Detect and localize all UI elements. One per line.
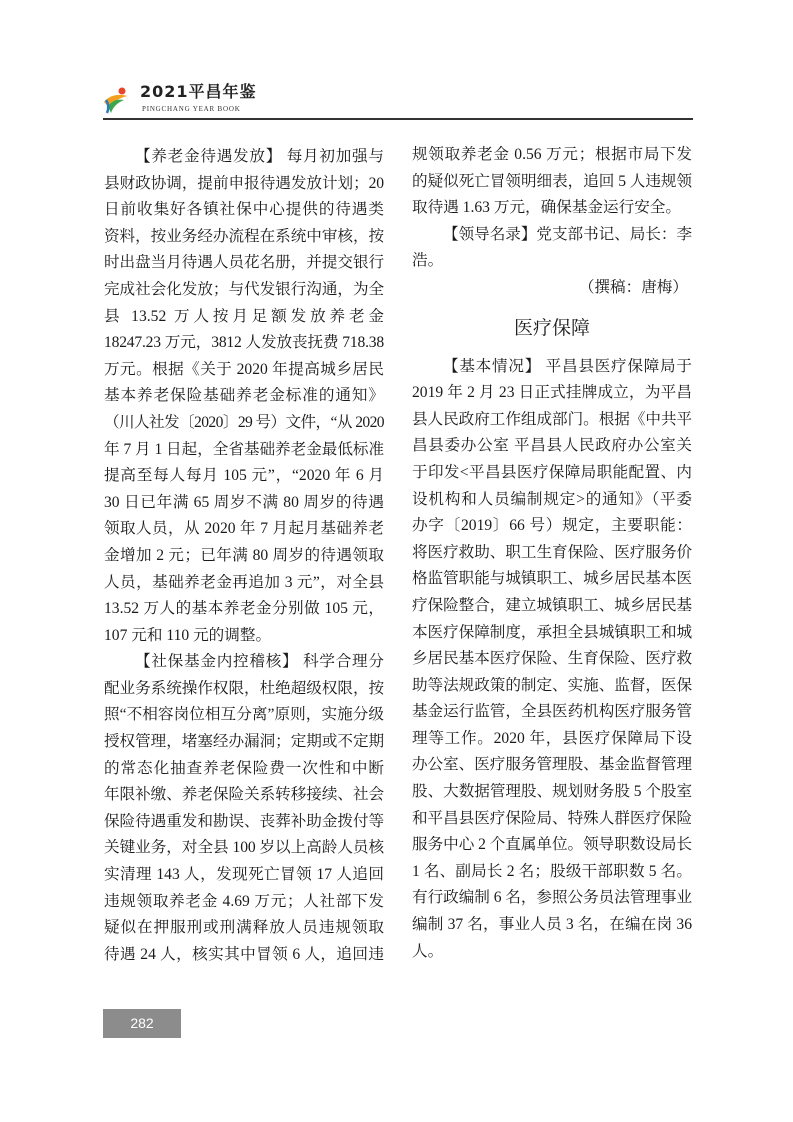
header-rule bbox=[103, 118, 693, 120]
paragraph-line: （川人社发〔2020〕29 号）文件，“从 2020 bbox=[104, 413, 384, 431]
left-column bbox=[104, 144, 384, 968]
paragraph-line: 县人民政府工作组成部门。根据《中共平 bbox=[412, 410, 692, 428]
paragraph-line: 县 13.52 万人按月足额发放养老金 bbox=[104, 307, 384, 325]
paragraph-line: 领取人员，从 2020 年 7 月起月基础养老 bbox=[104, 520, 384, 538]
yearbook-logo-icon bbox=[102, 86, 132, 114]
paragraph-line: 【养老金待遇发放】 每月初加强与 bbox=[135, 148, 384, 165]
section-title: 医疗保障 bbox=[513, 316, 590, 339]
paragraph-line: 本医疗保障制度，承担全县城镇职工和城 bbox=[412, 623, 692, 641]
paragraph-line: 人员，基础养老金再追加 3 元”，对全县 bbox=[104, 573, 384, 591]
paragraph-line: 的疑似死亡冒领明细表，追回 5 人违规领 bbox=[412, 172, 692, 190]
paragraph-line: 人。 bbox=[412, 942, 444, 960]
paragraph-line: 取待遇 1.63 万元，确保基金运行安全。 bbox=[412, 199, 681, 217]
paragraph-line: 乡居民基本医疗保险、生育保险、医疗救 bbox=[412, 650, 692, 668]
paragraph-line: 实清理 143 人，发现死亡冒领 17 人追回 bbox=[104, 866, 384, 884]
paragraph-line: 县财政协调，提前申报待遇发放计划；20 bbox=[104, 174, 384, 192]
paragraph-line: 日前收集好各镇社保中心提供的待遇类 bbox=[104, 201, 384, 219]
paragraph-line: 规领取养老金 0.56 万元；根据市局下发 bbox=[412, 146, 692, 163]
paragraph-line: 【社保基金内控稽核】 科学合理分 bbox=[135, 653, 384, 671]
paragraph-line: 金增加 2 元；已年满 80 周岁的待遇领取 bbox=[104, 546, 384, 564]
paragraph-line: 照“不相容岗位相互分离”原则，实施分级 bbox=[104, 706, 384, 724]
paragraph-line: 18247.23 万元，3812 人发放丧抚费 718.38 bbox=[104, 334, 384, 352]
paragraph-line: 时出盘当月待遇人员花名册，并提交银行 bbox=[104, 254, 384, 272]
paragraph-line: 将医疗救助、职工生育保险、医疗服务价 bbox=[412, 543, 692, 561]
paragraph-line: 配业务系统操作权限，杜绝超级权限，按 bbox=[104, 679, 384, 697]
paragraph-line: 基本养老保险基础养老金标准的通知》 bbox=[104, 387, 384, 405]
paragraph-line: 基金运行监管，全县医药机构医疗服务管 bbox=[412, 703, 692, 721]
paragraph-line: 30 日已年满 65 周岁不满 80 周岁的待遇 bbox=[104, 493, 384, 511]
paragraph-line: 编制 37 名，事业人员 3 名，在编在岗 36 bbox=[412, 916, 692, 934]
page-number: 282 bbox=[103, 1009, 181, 1038]
paragraph-line: 授权管理，堵塞经办漏洞；定期或不定期 bbox=[104, 733, 384, 751]
paragraph-line: 设机构和人员编制规定>的通知》（平委 bbox=[412, 490, 692, 508]
yearbook-brand-subtitle: PINGCHANG YEAR BOOK bbox=[142, 105, 241, 113]
paragraph-line: 有行政编制 6 名，参照公务员法管理事业 bbox=[412, 889, 692, 907]
paragraph-line: 提高至每人每月 105 元”，“2020 年 6 月 bbox=[104, 467, 384, 485]
paragraph-line: 万元。根据《关于 2020 年提高城乡居民 bbox=[104, 360, 384, 378]
paragraph-line: 疑似在押服刑或刑满释放人员违规领取 bbox=[104, 919, 384, 937]
paragraph-line: 疗保险整合，建立城镇职工、城乡居民基 bbox=[412, 596, 692, 614]
paragraph-line: 保险待遇重发和勘误、丧葬补助金拨付等 bbox=[104, 812, 384, 830]
paragraph-line: 1 名、副局长 2 名；股级干部职数 5 名。 bbox=[412, 862, 692, 880]
paragraph-line: 关键业务，对全县 100 岁以上高龄人员核 bbox=[104, 839, 384, 857]
paragraph-line: 待遇 24 人，核实其中冒领 6 人，追回违 bbox=[104, 945, 384, 963]
leaders-line: 浩。 bbox=[412, 252, 444, 270]
paragraph-line: 股、大数据管理股、规划财务股 5 个股室 bbox=[412, 783, 692, 801]
right-column bbox=[412, 142, 692, 965]
paragraph-line: 和平昌县医疗保险局、特殊人群医疗保险 bbox=[412, 809, 692, 827]
paragraph-line: 2019 年 2 月 23 日正式挂牌成立，为平昌 bbox=[412, 384, 692, 402]
page-header bbox=[100, 82, 692, 118]
paragraph-line: 于印发<平昌县医疗保障局职能配置、内 bbox=[412, 463, 692, 481]
paragraph-line: 完成社会化发放；与代发银行沟通，为全 bbox=[104, 280, 384, 298]
leaders-line: 【领导名录】党支部书记、局长：李 bbox=[443, 225, 692, 243]
yearbook-brand: 2021平昌年鉴 bbox=[140, 82, 257, 101]
paragraph-line: 13.52 万人的基本养老金分别做 105 元， bbox=[104, 600, 384, 618]
paragraph-line: 格监管职能与城镇职工、城乡居民基本医 bbox=[412, 570, 692, 588]
paragraph-line: 的常态化抽查养老保险费一次性和中断 bbox=[104, 759, 384, 777]
paragraph-line: 办公室、医疗服务管理股、基金监督管理 bbox=[412, 756, 692, 774]
paragraph-line: 年限补缴、养老保险关系转移接续、社会 bbox=[104, 786, 384, 804]
author-byline: （撰稿：唐梅） bbox=[578, 278, 688, 296]
paragraph-line: 违规领取养老金 4.69 万元；人社部下发 bbox=[104, 892, 384, 910]
paragraph-line: 107 元和 110 元的调整。 bbox=[104, 626, 272, 644]
paragraph-line: 资料，按业务经办流程在系统中审核，按 bbox=[104, 227, 384, 245]
paragraph-line: 理等工作。2020 年，县医疗保障局下设 bbox=[412, 729, 692, 747]
paragraph-line: 【基本情况】 平昌县医疗保障局于 bbox=[443, 357, 692, 375]
paragraph-line: 办字〔2019〕66 号）规定，主要职能： bbox=[412, 517, 692, 535]
paragraph-line: 年 7 月 1 日起，全省基础养老金最低标准 bbox=[104, 440, 384, 458]
paragraph-line: 服务中心 2 个直属单位。领导职数设局长 bbox=[412, 836, 692, 854]
paragraph-line: 助等法规政策的制定、实施、监督，医保 bbox=[412, 676, 692, 694]
paragraph-line: 昌县委办公室 平昌县人民政府办公室关 bbox=[412, 437, 692, 455]
